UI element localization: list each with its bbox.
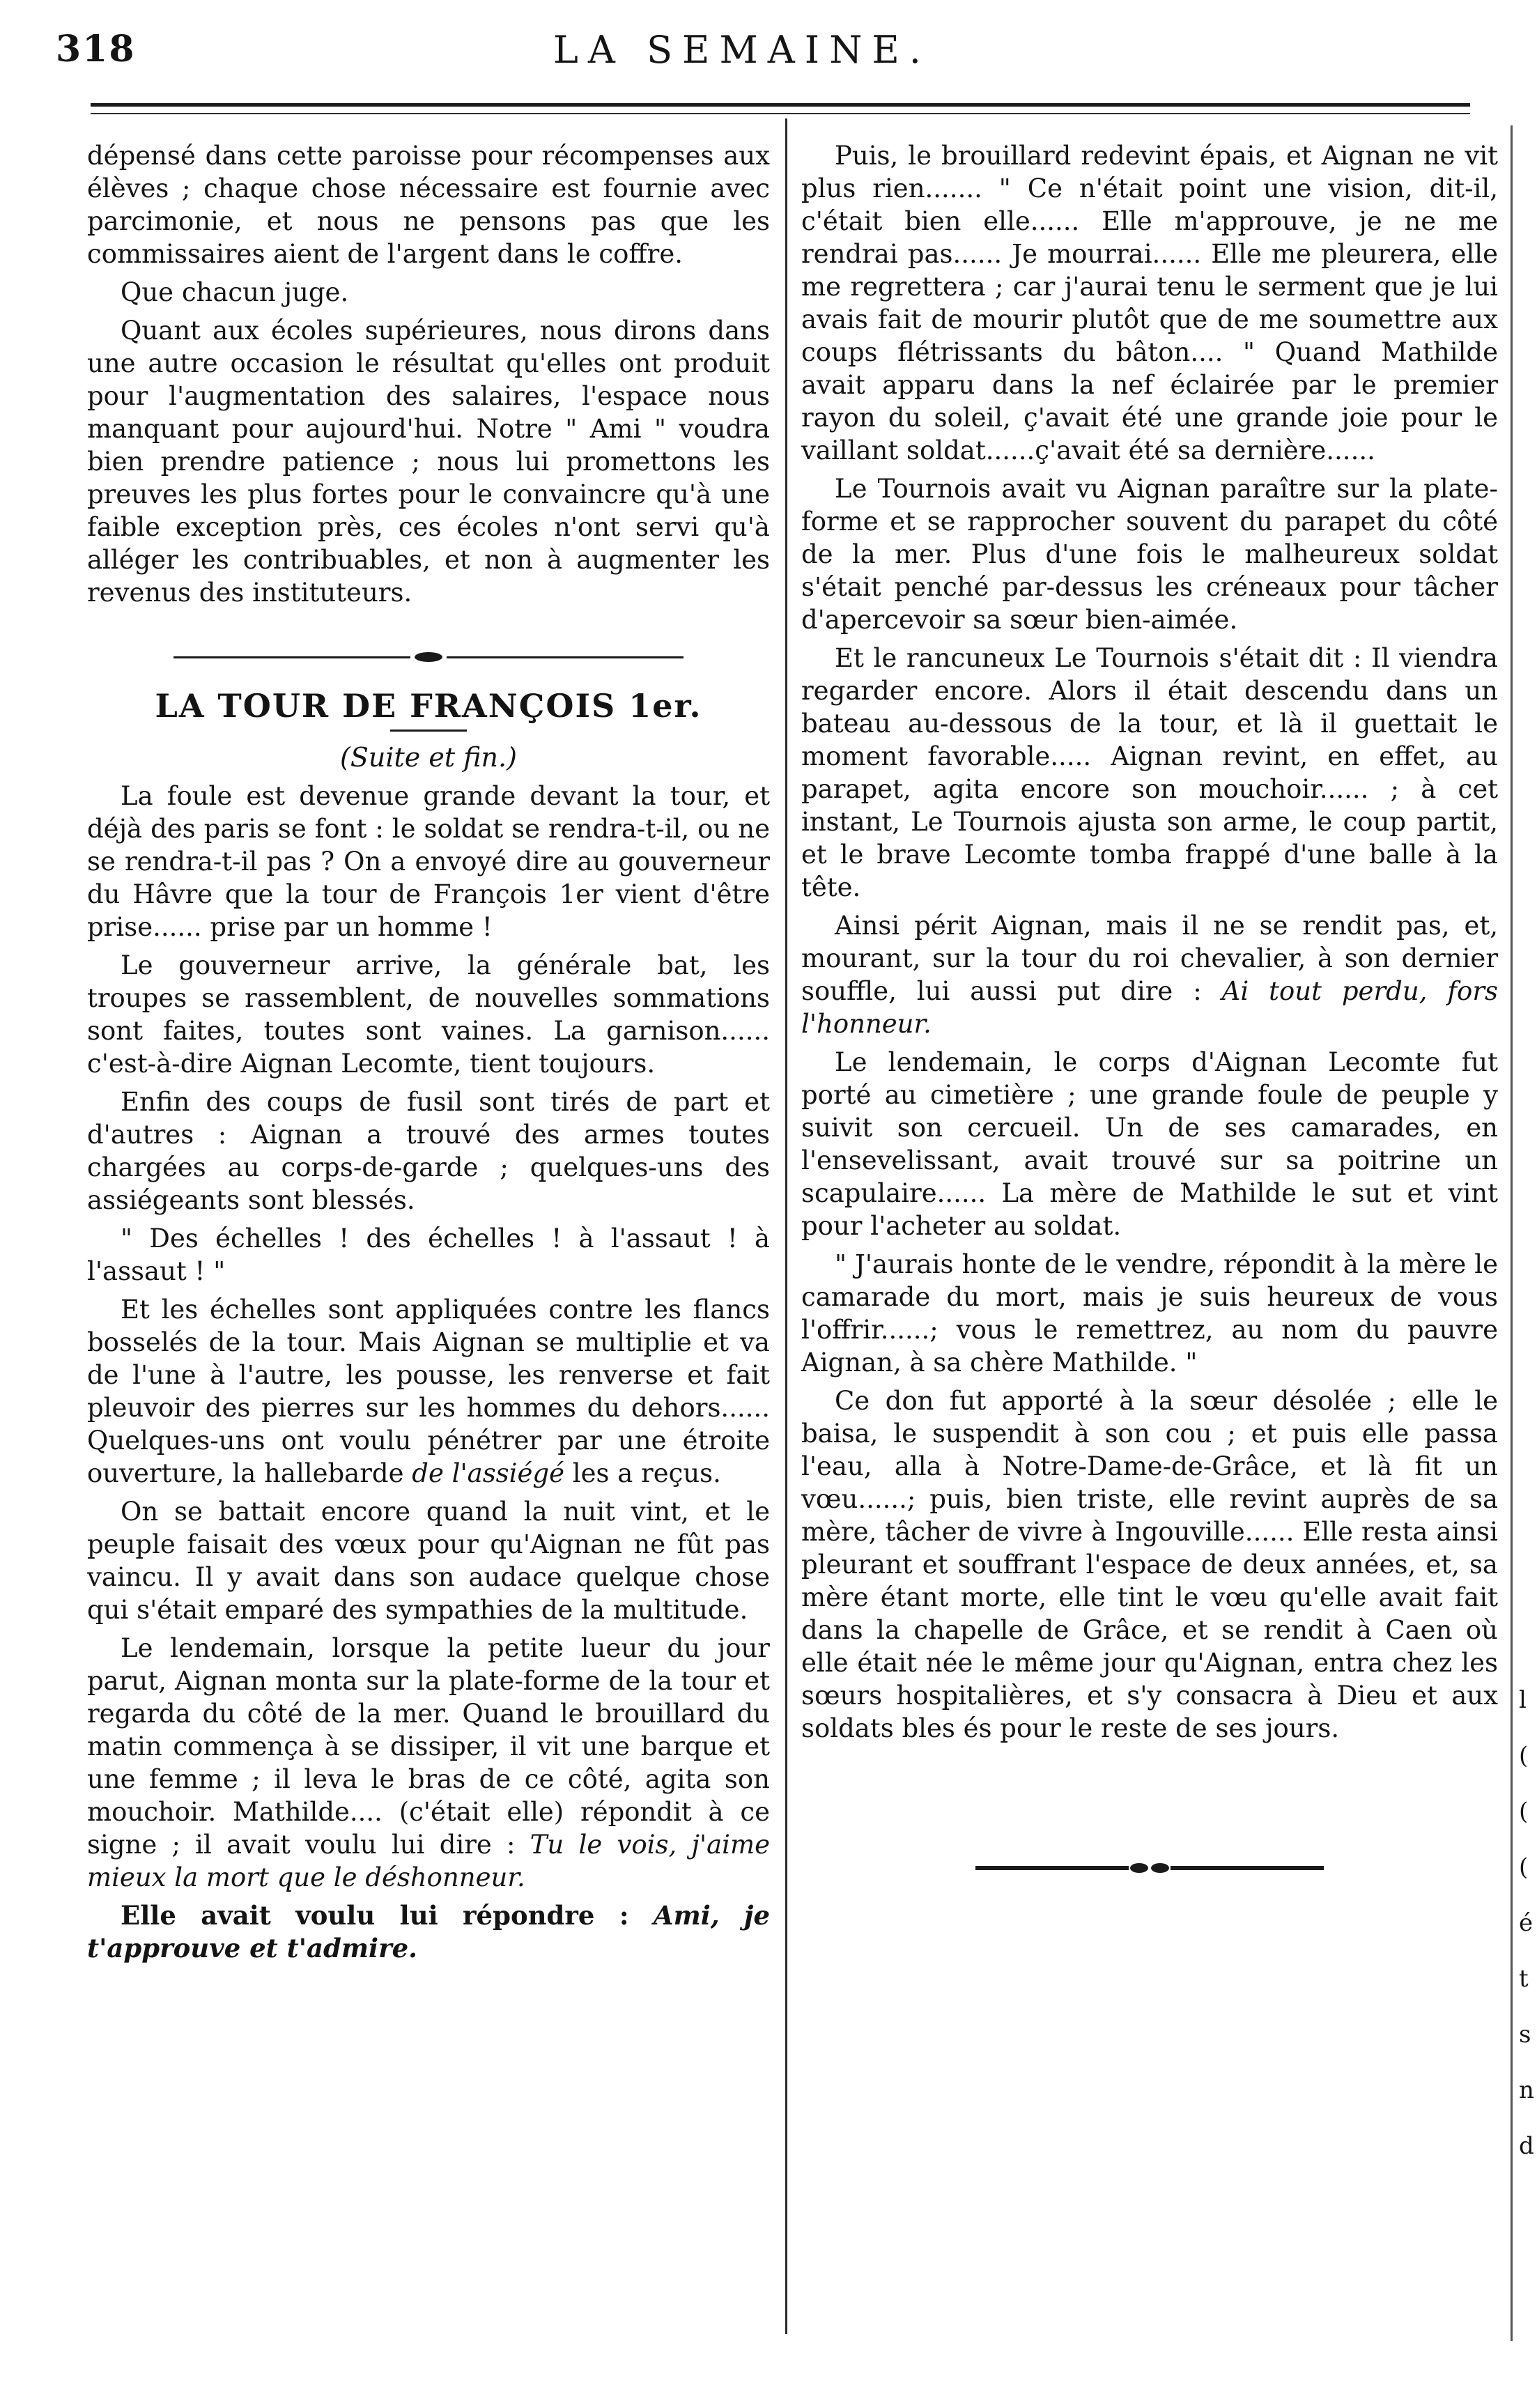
paragraph: dépensé dans cette paroisse pour récompenses aux élèves ; chaque chose nécessaire est fournie avec parcimonie, et nous ne pensons pas que les commissaires aient de l'argent dans le coffre. [87, 141, 770, 269]
journal-title: LA SEMAINE. [553, 28, 931, 72]
ornament-line [173, 656, 410, 658]
right-column [801, 139, 1498, 1870]
italic-run: Ai tout perdu, fors l'honneur. [801, 976, 1498, 1039]
end-ornament [801, 1849, 1498, 1870]
ornament-line [975, 1866, 1129, 1870]
header-rule-thin [91, 113, 1470, 114]
ornament-mark [415, 652, 442, 662]
text-run: Ainsi périt Aignan, mais il ne se rendit pas, et, mourant, sur la tour du roi chevalier, à son dernier souffle, lui aussi put dire : [801, 911, 1498, 1006]
paragraph [87, 1899, 770, 1965]
title-rule [390, 730, 467, 732]
paragraph: Quant aux écoles supérieures, nous dirons dans une autre occasion le résultat qu'elles ont produit pour l'augmentation des salaires, l'espace nous manquant pour aujourd'hui. Notre " Ami " voudra bien prendre patience ; nous lui promettons les preuves les plus fortes pour le convaincre qu'à une faible exception près, ces écoles n'ont servi qu'à alléger les contribuables, et non à augmenter les revenus des instituteurs. [87, 316, 770, 608]
margin-glyph: é [1519, 1909, 1534, 1937]
italic-run: Ami, je t'approuve et t'admire. [87, 1900, 770, 1963]
paragraph: " J'aurais honte de le vendre, répondit à la mère le camarade du mort, mais je suis heureux de vous l'offrir......; vous le remettrez, au nom du pauvre Aignan, à sa chère Mathilde. " [801, 1249, 1498, 1377]
ornament-mark [1151, 1863, 1169, 1873]
ornament-line [1171, 1866, 1324, 1870]
paragraph: Puis, le brouillard redevint épais, et Aignan ne vit plus rien....... " Ce n'était point une vision, dit-il, c'était bien elle...... Elle m'approuve, je ne me rendrai pas...... Je mourrai...... Elle me pleurera, elle me regrettera ; car j'aurai tenu le serment que je lui avais fait de mourir plutôt que de me soumettre aux coups flétrissants du bâton.... " Quand Mathilde avait apparu dans la nef éclairée par le premier rayon du soleil, ç'avait été une grande joie pour le vaillant soldat......ç'avait été sa dernière...... [801, 141, 1498, 465]
margin-glyph: ( [1519, 1853, 1529, 1881]
paragraph [801, 909, 1498, 1040]
margin-glyph: n [1519, 2076, 1534, 2104]
page-number: 318 [56, 28, 136, 70]
paragraph: Et le rancuneux Le Tournois s'était dit : Il viendra regarder encore. Alors il était descendu dans un bateau au-dessous de la tour, et là il guettait le moment favorable..... Aignan revint, en effet, au parapet, agita encore son mouchoir...... ; à cet instant, Le Tournois ajusta son arme, le coup partit, et le brave Lecomte tomba frappé d'une balle à la tête. [801, 643, 1498, 902]
paragraph: Enfin des coups de fusil sont tirés de part et d'autres : Aignan a trouvé des armes toutes chargées au corps-de-garde ; quelques-uns des assiégeants sont blessés. [87, 1087, 770, 1215]
paragraph: On se battait encore quand la nuit vint, et le peuple faisait des vœux pour qu'Aignan ne fût pas vaincu. Il y avait dans son audace quelque chose qui s'était emparé des sympathies de la multitude. [87, 1497, 770, 1625]
text-run: Et les échelles sont appliquées contre les flancs bosselés de la tour. Mais Aignan se multiplie et va de l'une à l'autre, les pousse, les renverse et fait pleuvoir des pierres sur les hommes du dehors...... Quelques-uns ont voulu pénétrer par une étroite ouverture, la hallebarde [87, 1295, 770, 1488]
article-title: LA TOUR DE FRANÇOIS 1er. [155, 687, 702, 725]
column-divider [785, 118, 787, 2334]
margin-glyph: s [1519, 2021, 1531, 2048]
paragraph: La foule est devenue grande devant la tour, et déjà des paris se font : le soldat se rendra-t-il, ou ne se rendra-t-il pas ? On a envoyé dire au gouverneur du Hâvre que la tour de François 1er vient d'être prise...... prise par un homme ! [87, 781, 770, 942]
ornament-line [447, 656, 683, 658]
margin-glyph: ( [1519, 1798, 1529, 1826]
ornament-mark [1130, 1863, 1148, 1873]
margin-fragments [1519, 1672, 1537, 2174]
margin-glyph: l [1519, 1686, 1527, 1714]
section-ornament [87, 640, 770, 667]
paragraph: Le gouverneur arrive, la générale bat, les troupes se rassemblent, de nouvelles sommations sont faites, toutes sont vaines. La garnison...... c'est-à-dire Aignan Lecomte, tient toujours. [87, 950, 770, 1079]
text-run: les a reçus. [564, 1458, 721, 1488]
article-subtitle: (Suite et fin.) [340, 742, 517, 773]
paragraph: Ce don fut apporté à la sœur désolée ; elle le baisa, le suspendit à son cou ; et puis elle passa l'eau, alla à Notre-Dame-de-Grâce, et là fit un vœu......; puis, bien triste, elle revint auprès de sa mère, tâcher de vivre à Ingouville...... Elle resta ainsi pleurant et souffrant l'espace de deux années, et, sa mère étant morte, elle tint le vœu qu'elle avait fait dans la chapelle de Grâce, et se rendit à Caen où elle était née le même jour qu'Aignan, entra chez les sœurs hospitalières, et s'y consacra à Dieu et aux soldats bles és pour le reste de ses jours. [801, 1386, 1498, 1743]
paragraph: Que chacun juge. [121, 277, 349, 307]
margin-glyph: d [1519, 2132, 1534, 2160]
header-rule [91, 103, 1470, 107]
italic-run: Tu le vois, j'aime mieux la mort que le déshonneur. [87, 1830, 770, 1892]
paragraph [87, 1293, 770, 1490]
margin-glyph: t [1519, 1965, 1529, 1993]
italic-run: de l'assiégé [412, 1458, 564, 1488]
running-head [56, 28, 1512, 84]
text-run: Le lendemain, lorsque la petite lueur du jour parut, Aignan monta sur la plate-forme de la tour et regarda du côté de la mer. Quand le brouillard du matin commença à se dissiper, il vit une barque et une femme ; il leva le bras de ce côté, agita son mouchoir. Mathilde.... (c'était elle) répondit à ce signe ; il avait voulu lui dire : [87, 1633, 770, 1860]
margin-glyph: ( [1519, 1742, 1529, 1770]
paragraph: " Des échelles ! des échelles ! à l'assaut ! à l'assaut ! " [87, 1224, 770, 1286]
text-run: Elle avait voulu lui répondre : [121, 1900, 654, 1931]
paragraph [87, 1632, 770, 1894]
paragraph: Le lendemain, le corps d'Aignan Lecomte fut porté au cimetière ; une grande foule de peuple y suivit son cercueil. Un de ses camarades, en l'ensevelissant, avait trouvé sur sa poitrine un scapulaire...... La mère de Mathilde le sut et vint pour l'acheter au soldat. [801, 1047, 1498, 1241]
paragraph: Le Tournois avait vu Aignan paraître sur la plate-forme et se rapprocher souvent du parapet du côté de la mer. Plus d'une fois le malheureux soldat s'était penché par-dessus les créneaux pour tâcher d'apercevoir sa sœur bien-aimée. [801, 474, 1498, 635]
left-column [87, 139, 770, 1970]
right-edge-rule [1511, 125, 1513, 2341]
